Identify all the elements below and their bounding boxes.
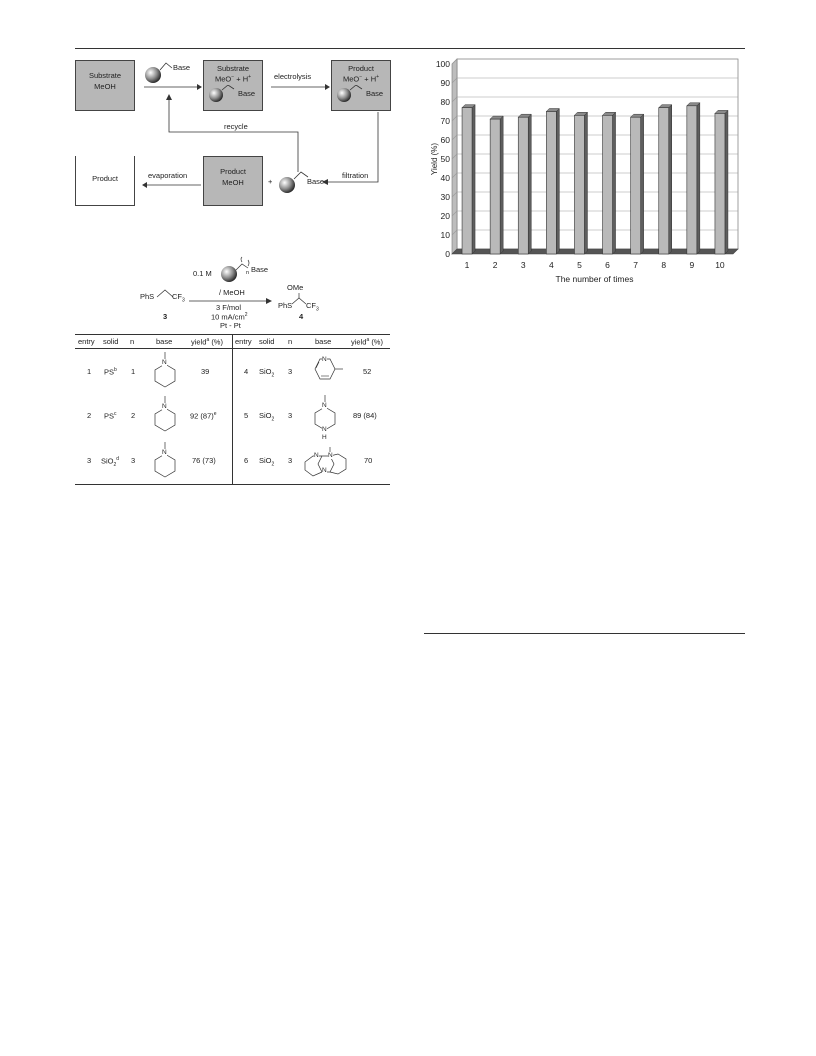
header-rule <box>75 48 745 49</box>
arrow-evaporation <box>140 181 202 189</box>
filtration-label: filtration <box>342 171 369 180</box>
bar <box>603 115 613 254</box>
bar <box>631 117 641 254</box>
recovered-base-label: Base <box>307 177 325 186</box>
bar <box>490 119 500 254</box>
header-n: n <box>130 337 135 346</box>
bar <box>546 112 556 255</box>
prod-number: 4 <box>299 312 304 321</box>
evaporation-label: evaporation <box>148 171 188 180</box>
y-tick-label: 100 <box>435 59 450 69</box>
bar-side <box>697 103 700 254</box>
header-base: base <box>156 337 173 346</box>
table-divider <box>232 334 233 484</box>
product-meoh-solvent: MeOH <box>222 178 244 188</box>
reagent-base-label: Base <box>173 63 191 72</box>
reagent-base: Base <box>251 265 269 274</box>
mixture-box-title: Substrate <box>216 64 250 73</box>
bar-side <box>528 114 531 254</box>
substrate-box-title: Substrate <box>88 71 122 80</box>
current-label: 10 $mA/cm^2$ <box>211 312 248 322</box>
x-tick-label: 3 <box>520 260 526 270</box>
bar-side <box>669 105 672 254</box>
header-solid: solid <box>259 337 275 346</box>
bar <box>574 115 584 254</box>
header-yield: yield$^a$ (%) <box>351 337 383 347</box>
bead-icon <box>221 266 237 282</box>
bead-icon <box>335 85 365 103</box>
mixture-box: Substrate MeO− + H+ Base <box>203 60 263 111</box>
prod-cf3: $CF_3$ <box>306 301 319 313</box>
x-tick-label: 7 <box>633 260 639 270</box>
reagent-conc: 0.1 M <box>193 269 212 278</box>
bar-side <box>641 114 644 254</box>
bar-side <box>500 116 503 254</box>
y-tick-label: 20 <box>440 211 450 221</box>
substrate-box <box>75 60 135 111</box>
bead-icon <box>279 177 295 193</box>
y-tick-label: 60 <box>440 135 450 145</box>
bar <box>659 108 669 254</box>
table-bottom-rule <box>75 484 390 485</box>
product-box: Product MeO− + H+ Base <box>331 60 391 111</box>
y-tick-label: 10 <box>440 230 450 240</box>
recycle-label: recycle <box>224 122 248 131</box>
x-tick-label: 10 <box>715 260 725 270</box>
charge-label: 3 F/mol <box>216 303 242 312</box>
bar <box>518 117 528 254</box>
y-tick-label: 80 <box>440 97 450 107</box>
column-footer-rule <box>424 633 745 634</box>
sm-cf3: $CF_3$ <box>172 292 185 304</box>
piperidine-structure <box>150 440 180 480</box>
bar-side <box>725 110 728 254</box>
final-product-label: Product <box>92 174 118 183</box>
bar-side <box>472 105 475 254</box>
header-entry: entry <box>78 337 95 346</box>
x-tick-label: 9 <box>689 260 695 270</box>
methylpyridine-structure <box>308 356 348 386</box>
x-axis-label: The number of times <box>555 274 634 284</box>
electrodes-label: Pt - Pt <box>220 321 241 330</box>
y-axis-label: Yield (%) <box>430 142 439 176</box>
reagent-n: n <box>246 270 250 276</box>
bead-icon <box>145 67 161 83</box>
header-solid: solid <box>103 337 119 346</box>
product-box-title: Product <box>348 64 374 73</box>
x-tick-label: 2 <box>492 260 498 270</box>
prod-ome: OMe <box>287 283 304 292</box>
plus-sign: + <box>268 177 273 186</box>
x-tick-label: 8 <box>661 260 667 270</box>
y-tick-label: 30 <box>440 192 450 202</box>
electrolysis-label: electrolysis <box>274 72 312 81</box>
x-tick-label: 1 <box>464 260 470 270</box>
y-tick-label: 90 <box>440 78 450 88</box>
y-tick-label: 40 <box>440 173 450 183</box>
sm-number: 3 <box>163 312 168 321</box>
final-product-box <box>75 156 135 206</box>
header-yield: yield$^a$ (%) <box>191 337 223 347</box>
substrate-box-solvent: MeOH <box>94 82 116 92</box>
x-tick-label: 4 <box>548 260 554 270</box>
x-tick-label: 5 <box>577 260 582 270</box>
bicyclic-guanidine-structure <box>300 446 352 480</box>
prod-phs: PhS <box>278 301 293 310</box>
solvent-label: / MeOH <box>219 288 245 297</box>
bar <box>687 106 697 254</box>
bar-side <box>613 112 616 254</box>
sm-phs: PhS <box>140 292 155 301</box>
product-meoh-title: Product <box>220 167 246 176</box>
header-base: base <box>315 337 332 346</box>
y-tick-label: 50 <box>440 154 450 164</box>
bar-side <box>556 109 559 255</box>
piperidine-structure <box>150 350 180 390</box>
x-tick-label: 6 <box>605 260 610 270</box>
y-tick-label: 0 <box>445 249 450 259</box>
header-n: n <box>288 337 293 346</box>
bar <box>462 108 472 254</box>
product-meoh-box <box>203 156 263 206</box>
y-tick-label: 70 <box>440 116 450 126</box>
header-entry: entry <box>235 337 252 346</box>
bar-side <box>584 112 587 254</box>
yield-bar-chart <box>428 58 748 298</box>
bar <box>715 113 725 254</box>
piperidine-structure <box>150 394 180 434</box>
